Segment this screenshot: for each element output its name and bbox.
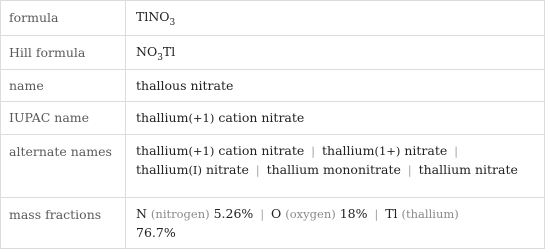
table-row [1,70,545,102]
separator: | [255,164,260,177]
formula-value [126,1,545,36]
name-value: thallous nitrate [126,70,545,102]
separator: | [374,208,379,221]
hill-formula-label: Hill formula [1,36,126,70]
mass-fractions-value [126,198,545,249]
alt-name-2: thallium(1+) nitrate [322,143,448,158]
name-label: name [1,70,126,102]
separator: | [311,145,316,158]
iupac-name-value [126,102,545,135]
formula-label: formula [1,1,126,36]
hill-part-1: NO [136,43,158,59]
iupac-name-label: IUPAC name [1,102,126,135]
alt-name-4: thallium mononitrate [266,162,401,177]
table-row [1,36,545,70]
separator: | [454,145,459,158]
alt-name-1: thallium(+1) cation nitrate [136,143,305,158]
hill-subscript: 3 [157,52,163,63]
formula-main: TlNO [136,9,170,24]
iupac-post: cation nitrate [214,110,305,125]
alternate-names-label: alternate names [1,135,126,198]
alt-name-5: thallium nitrate [418,162,518,177]
mass-fraction-tl: Tl (thallium) 76.7% [136,206,459,240]
separator: | [260,208,265,221]
hill-part-2: Tl [162,43,176,59]
iupac-charge: (+1) [188,111,215,125]
mass-fraction-o: O (oxygen) 18% [271,206,368,221]
mass-fractions-label: mass fractions [1,198,126,249]
table-row [1,1,545,36]
alternate-names-value [126,135,545,198]
hill-formula-value [126,36,545,70]
formula-subscript: 3 [169,18,176,28]
alt-name-3: thallium(I) nitrate [136,162,249,177]
table-row [1,135,545,198]
table-row [1,102,545,135]
separator: | [407,164,412,177]
mass-fraction-n: N (nitrogen) 5.26% [136,206,254,221]
iupac-pre: thallium [136,110,189,125]
table-row [1,198,545,249]
